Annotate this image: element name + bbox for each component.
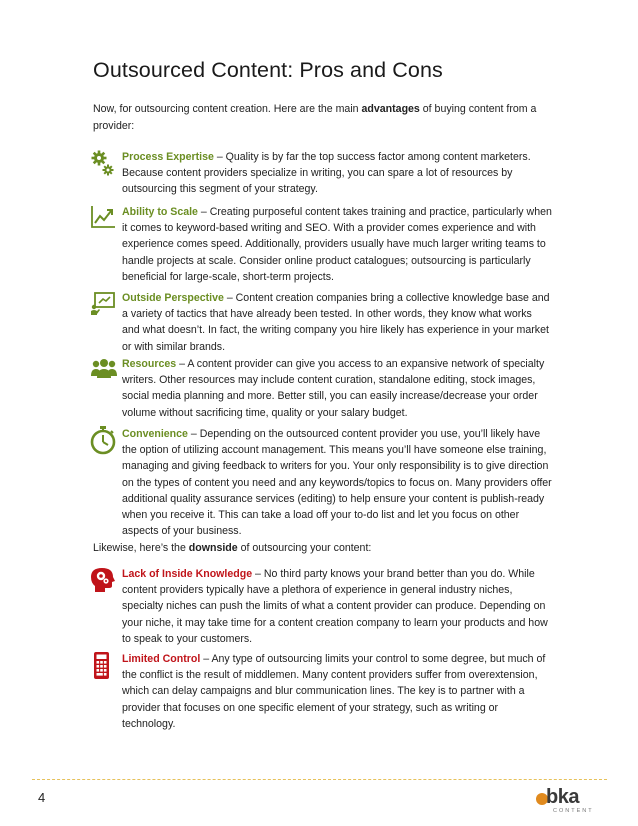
- intro-bold: advantages: [361, 103, 420, 115]
- logo-wordmark: bka: [546, 786, 579, 808]
- advantage-lead: Process Expertise: [122, 151, 214, 163]
- advantage-lead: Ability to Scale: [122, 206, 198, 218]
- head-gears-icon: [90, 566, 116, 592]
- disadvantage-item: [92, 651, 552, 732]
- disadvantage-lead: Limited Control: [122, 653, 201, 665]
- disadvantage-body: – Any type of outsourcing limits your control to some degree, but much of the conflict is the result of middlemen. Many content providers suffer from overextension, which can delay campaigns and blur communication lines. The key is to partner with a provider that focuses on one specific element of your strategy, such as writing or technology.: [122, 653, 546, 730]
- advantage-item: [92, 426, 552, 539]
- disadvantage-text: [122, 651, 552, 732]
- intro-text-after: of buying content from a provider:: [93, 103, 537, 132]
- page-title: Outsourced Content: Pros and Cons: [93, 58, 443, 82]
- intro-paragraph: [93, 101, 553, 135]
- advantage-item: [92, 149, 552, 198]
- advantage-body: – Content creation companies bring a collective knowledge base and a variety of tactics that have already been tested. In other words, they know what works and what doesn’t. In fact, the writing company you hire likely has experience in your market or with similar brands.: [122, 292, 550, 353]
- intro-text-before: Now, for outsourcing content creation. Here are the main: [93, 103, 362, 115]
- disadvantage-text: [122, 566, 552, 647]
- gear-icon: [90, 149, 116, 175]
- company-logo: [536, 784, 598, 816]
- calculator-icon: [90, 651, 116, 677]
- trend-chart-icon: [90, 204, 116, 230]
- advantage-body: – Creating purposeful content takes training and practice, particularly when it comes to keyword-based writing and SEO. With a provider comes experience and with experience comes speed. Additionally, providers usually have much larger writing teams to handle projects at scale. Consider online product catalogues; outsourcing is particularly beneficial for large-scale, short-term projects.: [122, 206, 552, 283]
- advantage-lead: Resources: [122, 358, 177, 370]
- footer-divider: [32, 779, 607, 780]
- advantage-item: [92, 204, 552, 285]
- advantage-text: [122, 290, 552, 355]
- advantage-text: [122, 356, 552, 421]
- downside-intro: [93, 540, 553, 557]
- downside-bold: downside: [188, 542, 238, 554]
- advantage-text: [122, 204, 552, 285]
- advantage-lead: Convenience: [122, 428, 188, 440]
- advantage-text: [122, 426, 552, 539]
- downside-text-before: Likewise, here’s the: [93, 542, 189, 554]
- downside-text-after: of outsourcing your content:: [237, 542, 372, 554]
- advantage-body: – Quality is by far the top success factor among content marketers. Because content providers specialize in writing, you can spare a lot of resources by outsourcing this segment of your strategy.: [122, 151, 531, 196]
- advantage-item: [92, 290, 552, 355]
- logo-subtext: CONTENT: [553, 808, 594, 814]
- disadvantage-lead: Lack of Inside Knowledge: [122, 568, 253, 580]
- disadvantage-item: [92, 566, 552, 647]
- advantage-lead: Outside Perspective: [122, 292, 224, 304]
- page-number: 4: [38, 790, 46, 805]
- advantage-body: – Depending on the outsourced content provider you use, you’ll likely have the option of utilizing account management. This means you’ll have someone else training, managing and giving feedback to writers for you. Your only responsibility is to give direction on the types of content you need and any keywords/topics to focus on. Many providers offer additional quality assurance services (editing) to help ensure your content is publish-ready when you receive it. This can take a load off your to-do list and let you focus on other aspects of your business.: [122, 428, 552, 538]
- stopwatch-icon: [90, 426, 116, 452]
- advantage-text: [122, 149, 552, 198]
- advantage-item: [92, 356, 552, 421]
- presentation-icon: [90, 290, 116, 316]
- disadvantage-body: – No third party knows your brand better than you do. While content providers typically have a plethora of experience in general industry niches, specialty niches can push the limits of what a content provider can produce. Depending on your niche, it may take time for a content creation company to learn your products and how to speak to your customers.: [122, 568, 548, 645]
- advantage-body: – A content provider can give you access to an expansive network of specialty writers. Other resources may include content curation, standalone editing, stock images, social media planning and more. Better still, you can easily increase/decrease your order volume without sacrificing time, quality or your salary budget.: [122, 358, 545, 419]
- people-group-icon: [90, 356, 116, 382]
